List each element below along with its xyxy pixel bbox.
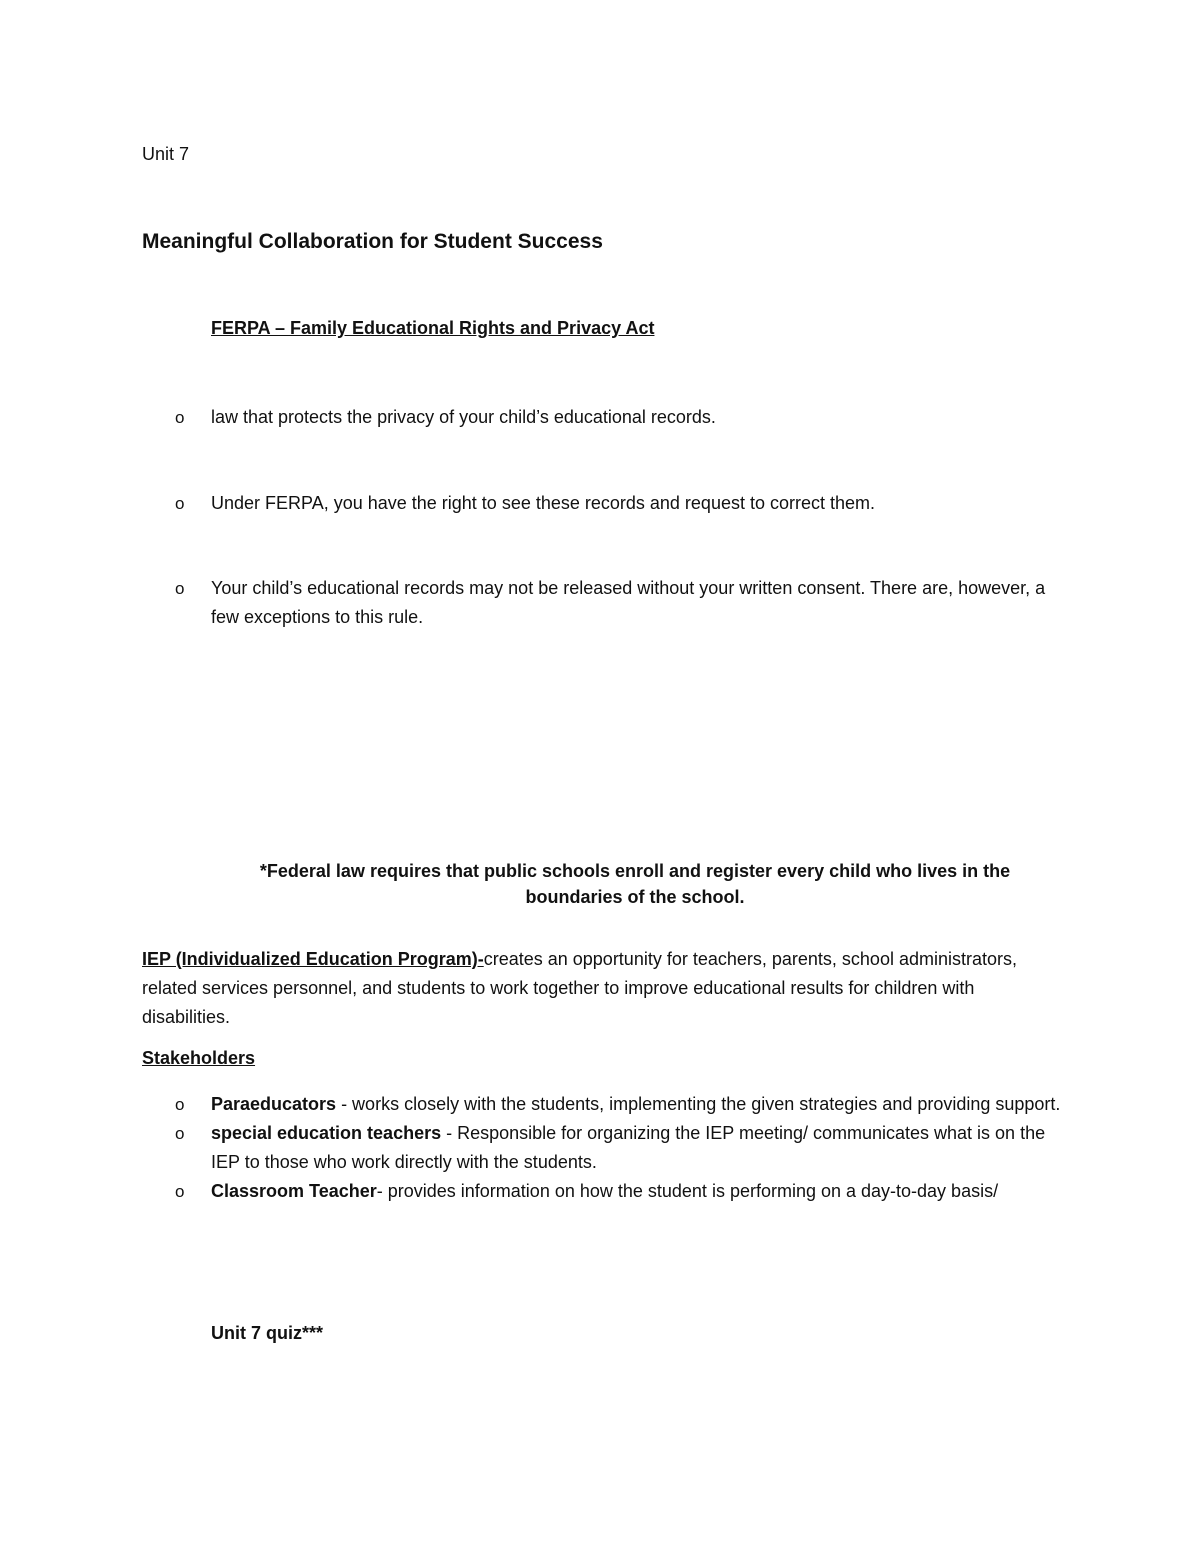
stakeholders-heading: Stakeholders: [142, 1048, 256, 1068]
federal-law-note: *Federal law requires that public schools enroll and register every child who lives in the boundaries of the school.: [259, 861, 1011, 907]
ferpa-bullet-text: Your child’s educational records may not be released without your written consent. There are, however, a few exceptions to this rule.: [211, 578, 1046, 627]
unit-quiz-label: Unit 7 quiz***: [211, 1323, 324, 1343]
ferpa-heading: FERPA – Family Educational Rights and Privacy Act: [211, 318, 655, 338]
stakeholder-text: [211, 1177, 1061, 1206]
bullet-marker: o: [175, 1095, 185, 1114]
stakeholder-item: [175, 1090, 1075, 1119]
iep-description: creates an opportunity for teachers, parents, school administrators, related services personnel, and students to work together to improve educational results for children with disabilities.: [142, 949, 1017, 1027]
stakeholder-text: [211, 1119, 1061, 1177]
stakeholders-list: [175, 1090, 1075, 1206]
stakeholder-description: - provides information on how the student is performing on a day-to-day basis/: [376, 1181, 999, 1201]
stakeholder-item: [175, 1177, 1075, 1206]
iep-paragraph: [142, 945, 1062, 1032]
ferpa-bullet-text: law that protects the privacy of your child’s educational records.: [211, 407, 716, 427]
unit-label: Unit 7: [142, 144, 190, 164]
stakeholder-description: - Responsible for organizing the IEP meeting/ communicates what is on the IEP to those who work directly with the students.: [211, 1123, 1046, 1172]
bullet-marker: o: [175, 1182, 185, 1201]
stakeholder-item: [175, 1119, 1075, 1177]
iep-term: IEP (Individualized Education Program)-: [142, 949, 484, 969]
stakeholder-text: [211, 1090, 1061, 1119]
stakeholder-term: special education teachers: [211, 1123, 442, 1143]
bullet-marker: o: [175, 408, 185, 427]
bullet-marker: o: [175, 494, 185, 513]
bullet-marker: o: [175, 579, 185, 598]
stakeholder-term: Paraeducators: [211, 1094, 337, 1114]
stakeholder-term: Classroom Teacher: [211, 1181, 377, 1201]
document-title: Meaningful Collaboration for Student Success: [142, 230, 603, 253]
bullet-marker: o: [175, 1124, 185, 1143]
ferpa-bullet-text: Under FERPA, you have the right to see these records and request to correct them.: [211, 493, 876, 513]
stakeholder-description: - works closely with the students, implementing the given strategies and providing support.: [336, 1094, 1061, 1114]
